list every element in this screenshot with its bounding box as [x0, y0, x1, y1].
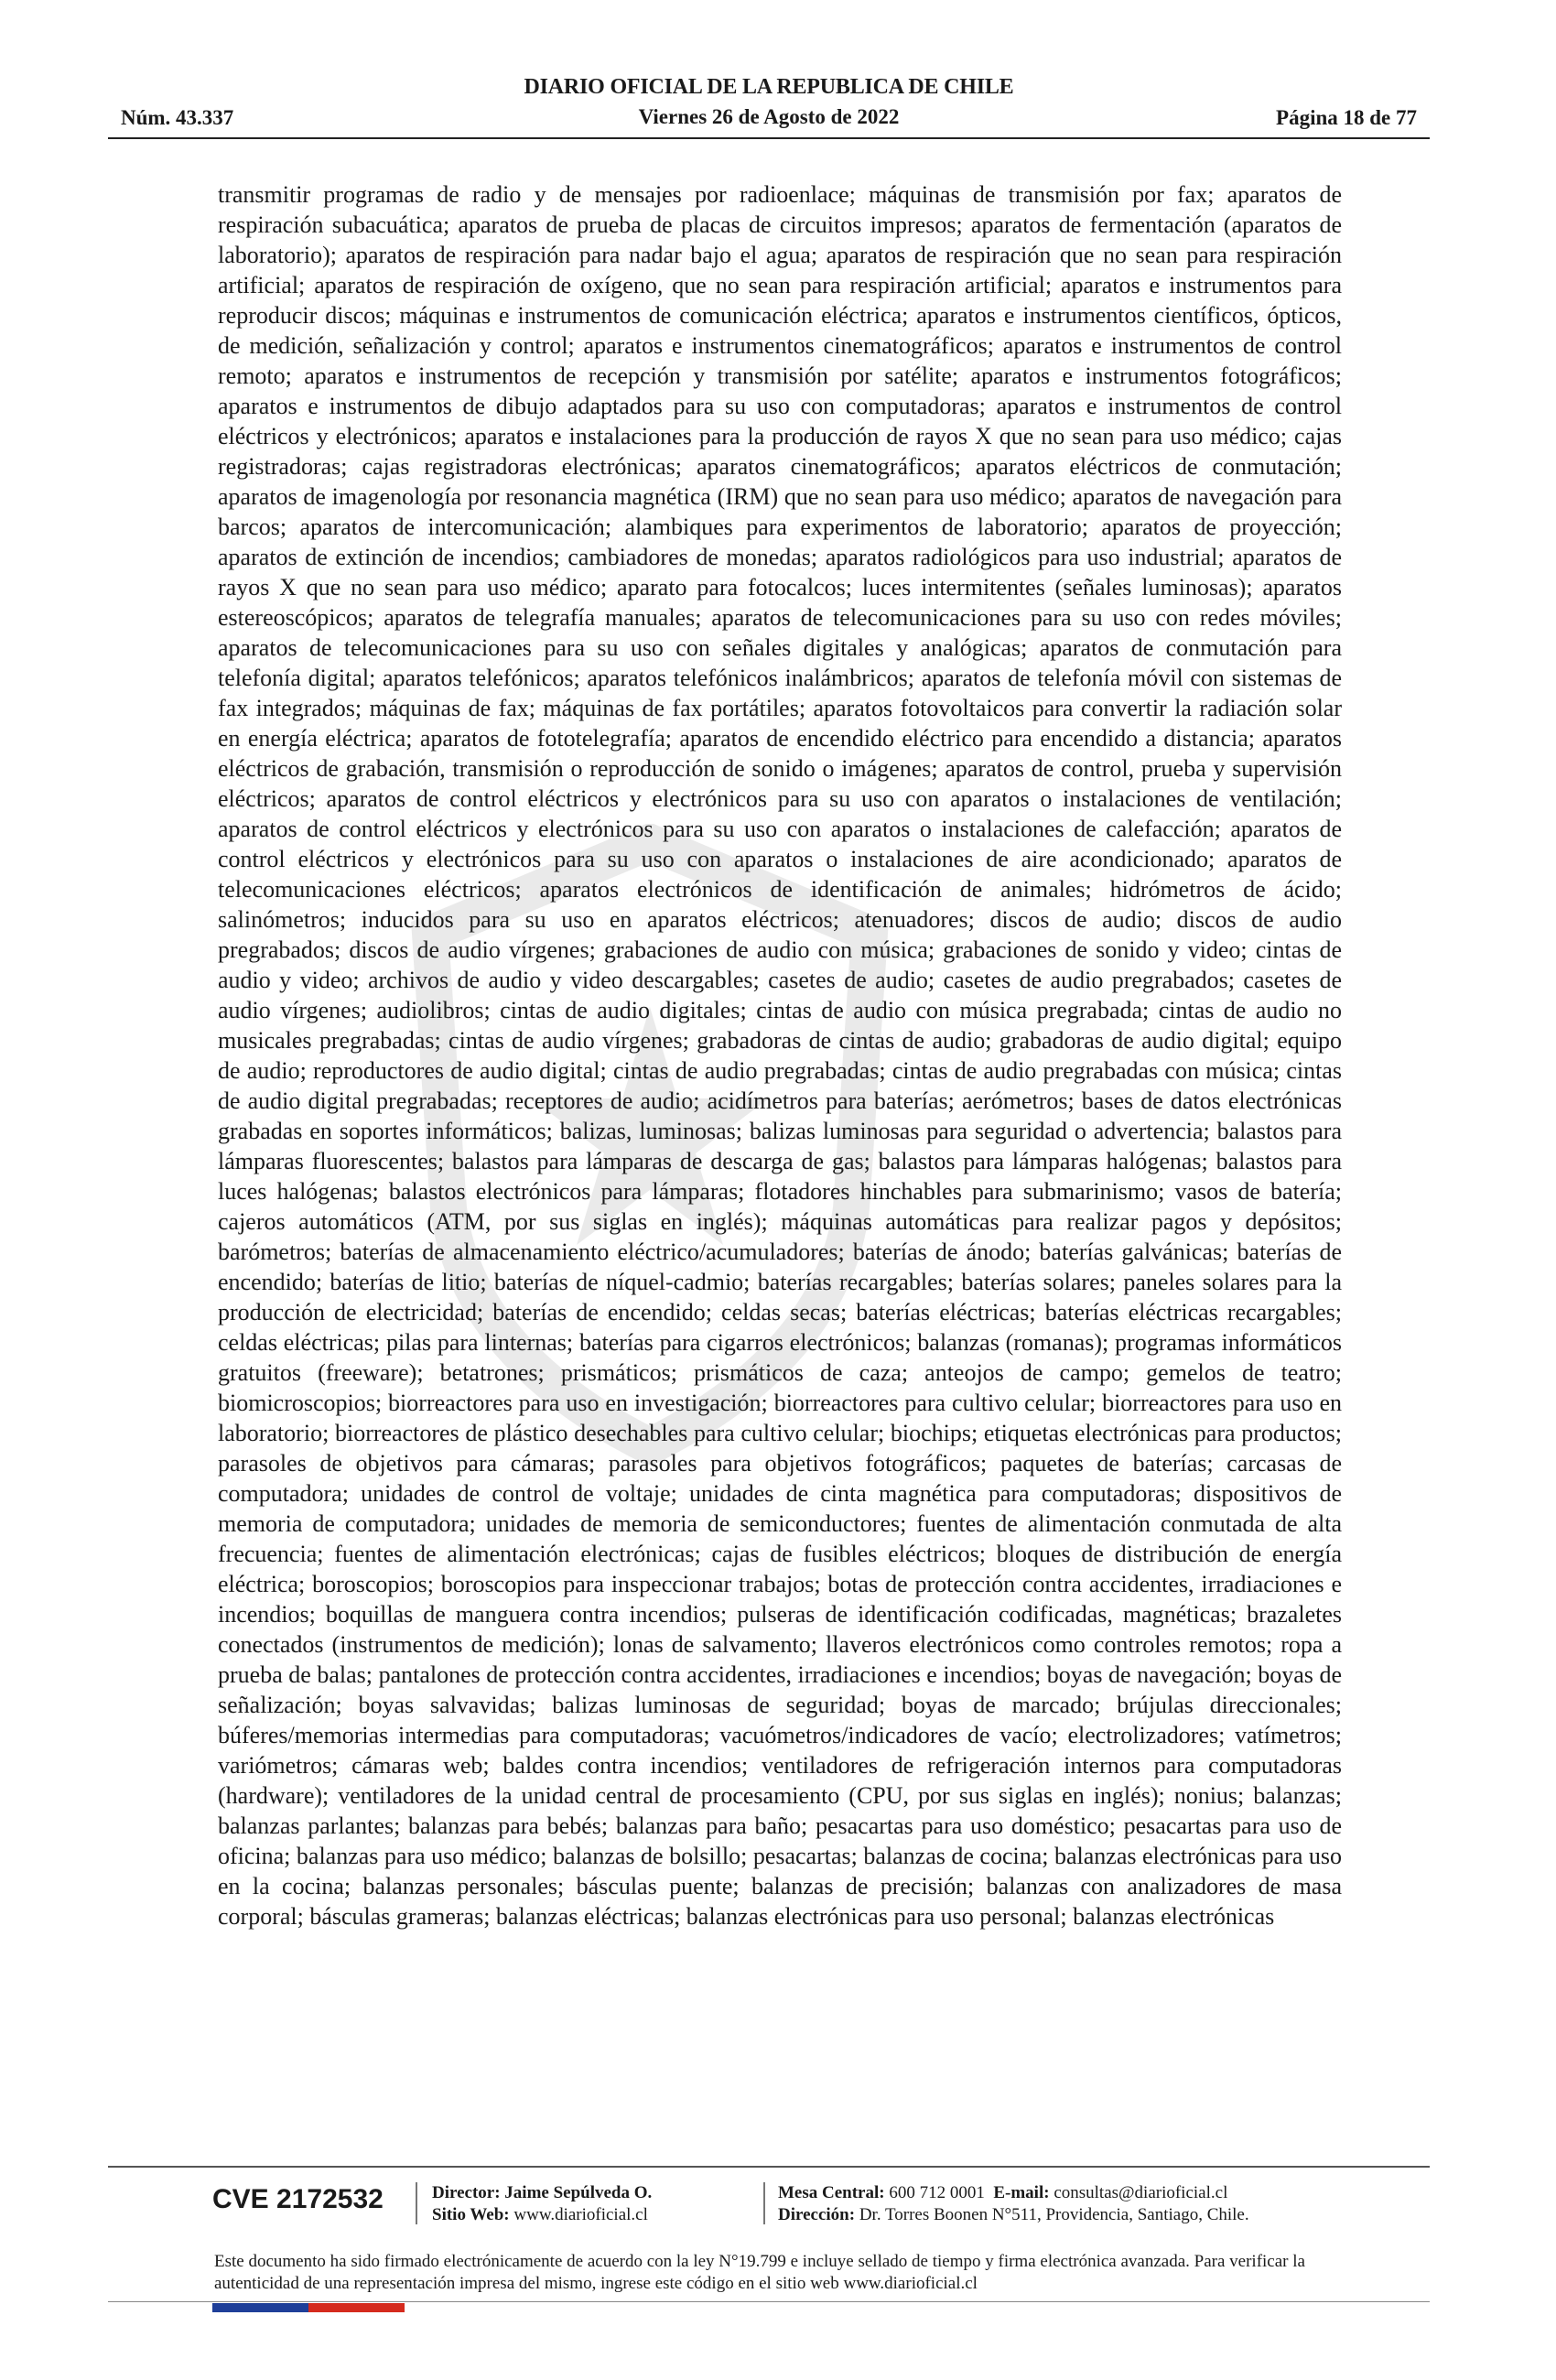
issue-number: Núm. 43.337	[121, 106, 234, 129]
director-name: Jaime Sepúlveda O.	[504, 2183, 653, 2202]
website-link[interactable]: www.diarioficial.cl	[513, 2205, 648, 2224]
email-link[interactable]: consultas@diarioficial.cl	[1054, 2183, 1228, 2202]
flag-stripe	[212, 2303, 405, 2312]
phone-label: Mesa Central:	[778, 2183, 885, 2202]
document-body: transmitir programas de radio y de mensajes por radioenlace; máquinas de transmisión por fax; aparatos de respiración subacuática; aparatos de prueba de placas de circuitos impresos; aparatos de fermentación (aparatos de laboratorio); aparatos de respiración para nadar bajo el agua; aparatos de respiración que no sean para respiración artificial; aparatos de respiración de oxígeno, que no sean para respiración artificial; aparatos e instrumentos para reproducir discos; máquinas e instrumentos de comunicación eléctrica; aparatos e instrumentos científicos, ópticos, de medición, señalización y control; aparatos e instrumentos cinematográficos; aparatos e instrumentos de control remoto; aparatos e instrumentos de recepción y transmisión por satélite; aparatos e instrumentos fotográficos; aparatos e instrumentos de dibujo adaptados para su uso con computadoras; aparatos e instrumentos de control eléctricos y electrónicos; aparatos e instalaciones para la producción de rayos X que no sean para uso médico; cajas registradoras; cajas registradoras electrónicas; aparatos cinematográficos; aparatos eléctricos de conmutación; aparatos de imagenología por resonancia magnética (IRM) que no sean para uso médico; aparatos de navegación para barcos; aparatos de intercomunicación; alambiques para experimentos de laboratorio; aparatos de proyección; aparatos de extinción de incendios; cambiadores de monedas; aparatos radiológicos para uso industrial; aparatos de rayos X que no sean para uso médico; aparato para fotocalcos; luces intermitentes (señales luminosas); aparatos estereoscópicos; aparatos de telegrafía manuales; aparatos de telecomunicaciones para su uso con redes móviles; aparatos de telecomunicaciones para su uso con señales digitales y analógicas; aparatos de conmutación para telefonía digital; aparatos telefónicos; aparatos telefónicos inalámbricos; aparatos de telefonía móvil con sistemas de fax integrados; máquinas de fax; máquinas de fax portátiles; aparatos fotovoltaicos para convertir la radiación solar en energía eléctrica; aparatos de fototelegrafía; aparatos de encendido eléctrico para encendido a distancia; aparatos eléctricos de grabación, transmisión o reproducción de sonido o imágenes; aparatos de control, prueba y supervisión eléctricos; aparatos de control eléctricos y electrónicos para su uso con aparatos o instalaciones de ventilación; aparatos de control eléctricos y electrónicos para su uso con aparatos o instalaciones de calefacción; aparatos de control eléctricos y electrónicos para su uso con aparatos o instalaciones de aire acondicionado; aparatos de telecomunicaciones eléctricos; aparatos electrónicos de identificación de animales; hidrómetros de ácido; salinómetros; inducidos para su uso en aparatos eléctricos; atenuadores; discos de audio; discos de audio pregrabados; discos de audio vírgenes; grabaciones de audio con música; grabaciones de sonido y video; cintas de audio y video; archivos de audio y video descargables; casetes de audio; casetes de audio pregrabados; casetes de audio vírgenes; audiolibros; cintas de audio digitales; cintas de audio con música pregrabada; cintas de audio no musicales pregrabadas; cintas de audio vírgenes; grabadoras de cintas de audio; grabadoras de audio digital; equipo de audio; reproductores de audio digital; cintas de audio pregrabadas; cintas de audio pregrabadas con música; cintas de audio digital pregrabadas; receptores de audio; acidímetros para baterías; aerómetros; bases de datos electrónicas grabadas en soportes informáticos; balizas, luminosas; balizas luminosas para seguridad o advertencia; balastos para lámparas fluorescentes; balastos para lámparas de descarga de gas; balastos para lámparas halógenas; balastos para luces halógenas; balastos electrónicos para lámparas; flotadores hinchables para submarinismo; vasos de batería; cajeros automáticos (ATM, por sus siglas en inglés); máquinas automáticas para realizar pagos y depósitos; barómetros; baterías de almacenamiento eléctrico/acumuladores; baterías de ánodo; baterías galvánicas; baterías de encendido; baterías de litio; baterías de níquel-cadmio; baterías recargables; baterías solares; paneles solares para la producción de electricidad; baterías de encendido; celdas secas; baterías eléctricas; baterías eléctricas recargables; celdas eléctricas; pilas para linternas; baterías para cigarros electrónicos; balanzas (romanas); programas informáticos gratuitos (freeware); betatrones; prismáticos; prismáticos de caza; anteojos de campo; gemelos de teatro; biomicroscopios; biorreactores para uso en investigación; biorreactores para cultivo celular; biorreactores para uso en laboratorio; biorreactores de plástico desechables para cultivo celular; biochips; etiquetas electrónicas para productos; parasoles de objetivos para cámaras; parasoles para objetivos fotográficos; paquetes de baterías; carcasas de computadora; unidades de control de voltaje; unidades de cinta magnética para computadoras; dispositivos de memoria de computadora; unidades de memoria de semiconductores; fuentes de alimentación conmutada de alta frecuencia; fuentes de alimentación electrónicas; cajas de fusibles eléctricos; bloques de distribución de energía eléctrica; boroscopios; boroscopios para inspeccionar trabajos; botas de protección contra accidentes, irradiaciones e incendios; boquillas de manguera contra incendios; pulseras de identificación codificadas, magnéticas; brazaletes conectados (instrumentos de medición); lonas de salvamento; llaveros electrónicos como controles remotos; ropa a prueba de balas; pantalones de protección contra accidentes, irradiaciones e incendios; boyas de navegación; boyas de señalización; boyas salvavidas; balizas luminosas de seguridad; boyas de marcado; brújulas direccionales; búferes/memorias intermedias para computadoras; vacuómetros/indicadores de vacío; electrolizadores; vatímetros; variómetros; cámaras web; baldes contra incendios; ventiladores de refrigeración internos para computadoras (hardware); ventiladores de la unidad central de procesamiento (CPU, por sus siglas en inglés); nonius; balanzas; balanzas parlantes; balanzas para bebés; balanzas para baño; pesacartas para uso doméstico; pesacartas para uso de oficina; balanzas para uso médico; balanzas de bolsillo; pesacartas; balanzas de cocina; balanzas electrónicas para uso en la cocina; balanzas personales; básculas puente; balanzas de precisión; balanzas con analizadores de masa corporal; básculas grameras; balanzas eléctricas; balanzas electrónicas para uso personal; balanzas electrónicas	[218, 181, 1342, 1930]
director-label: Director:	[432, 2183, 501, 2202]
page-header	[108, 71, 1430, 135]
phone-value: 600 712 0001	[889, 2183, 985, 2202]
flag-blue-band	[212, 2303, 308, 2312]
footer-separator	[416, 2182, 417, 2224]
masthead	[108, 75, 1430, 129]
footer-bottom-divider	[108, 2301, 1430, 2302]
publication-date: Viernes 26 de Agosto de 2022	[638, 105, 900, 128]
footer-divider	[108, 2166, 1430, 2168]
footer-contact-left	[432, 2182, 652, 2226]
website-label: Sitio Web:	[432, 2205, 510, 2224]
address-value: Dr. Torres Boonen N°511, Providencia, Santiago, Chile.	[859, 2205, 1249, 2224]
address-label: Dirección:	[778, 2205, 856, 2224]
header-divider	[108, 137, 1430, 139]
publication-title: DIARIO OFICIAL DE LA REPUBLICA DE CHILE	[524, 75, 1014, 99]
cve-code: CVE 2172532	[212, 2184, 384, 2214]
legal-notice: Este documento ha sido firmado electrónicamente de acuerdo con la ley N°19.799 e incluye sellado de tiempo y firma electrónica avanzada. Para verificar la autenticidad de una representación impresa del mismo, ingrese este código en el sitio web www.diarioficial.cl	[214, 2252, 1305, 2293]
flag-red-band	[308, 2303, 405, 2312]
footer-separator	[763, 2182, 765, 2224]
footer-contact-right	[778, 2182, 1249, 2226]
email-label: E-mail:	[993, 2183, 1050, 2202]
page-number: Página 18 de 77	[1276, 106, 1417, 129]
